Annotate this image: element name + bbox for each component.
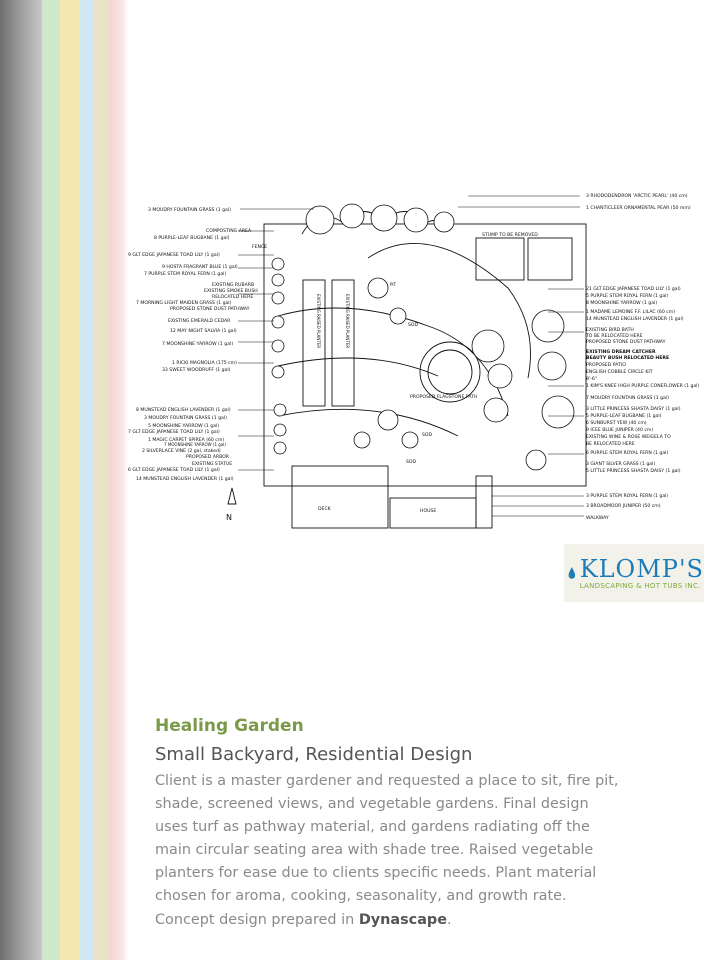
klomps-logo	[564, 544, 704, 602]
plan-label: 12 MAY NIGHT SALVIA (1 gal)	[170, 329, 237, 334]
plan-label: 3 PURPLE STEM ROYAL FERN (1 gal)	[586, 494, 669, 499]
plan-label: 7 MOONSHINE YARROW (1 gal)	[164, 442, 226, 447]
plan-label: WALKWAY	[586, 516, 609, 521]
plan-label: 6 PURPLE STEM ROYAL FERN (1 gal)	[586, 451, 669, 456]
flagstone-label: PROPOSED FLAGSTONE PATH	[410, 395, 478, 400]
plan-label: 7 MOUDRY FOUNTAIN GRASS (1 gal)	[586, 396, 669, 401]
plan-svg	[128, 176, 720, 532]
planter-label: EXISTING RAISED PLANTER	[316, 294, 321, 349]
stripe-green	[42, 0, 60, 960]
plan-label: COMPOSTING AREA	[206, 229, 252, 234]
plan-label: 5 MOONSHINE YARROW (1 gal)	[148, 424, 220, 429]
plan-label: 3 MOUDRY FOUNTAIN GRASS (1 gal)	[144, 416, 227, 421]
stripe-khaki	[94, 0, 110, 960]
plan-label: EXISTING RUBARB	[212, 283, 255, 288]
decorative-stripes	[0, 0, 128, 960]
software-name: Dynascape	[358, 911, 447, 928]
sod-label: SOD	[408, 323, 419, 328]
plan-label: 3 BROADMOOR JUNIPER (50 cm)	[586, 504, 661, 509]
plan-label: 8'-6"	[586, 377, 597, 382]
plan-label: 21 GLT EDGE JAPANESE TOAD LILY (1 gal)	[586, 287, 681, 292]
plan-label: 1 KIM'S KNEE HIGH PURPLE CONEFLOWER (1 gal)	[586, 384, 700, 389]
plan-label: 7 MOONSHINE YARROW (1 gal)	[162, 342, 234, 347]
stripe-pink	[110, 0, 128, 960]
landscape-plan-drawing	[128, 176, 720, 532]
plan-label: 5 PURPLE STEM ROYAL FERN (1 gal)	[586, 294, 669, 299]
plan-label: 9 HOSTA FRAGRANT BLUE (1 gal)	[162, 265, 238, 270]
plan-label: 14 MUNSTEAD ENGLISH LAVENDER (1 gal)	[586, 317, 684, 322]
project-title: Healing Garden	[155, 716, 304, 736]
plan-label: 3 LITTLE PRINCESS SHASTA DAISY (1 gal)	[586, 407, 681, 412]
plan-label: 1 MAGIC CARPET SPIREA (60 cm)	[148, 438, 225, 443]
plan-label: 9 GLT EDGE JAPANESE TOAD LILY (1 gal)	[128, 253, 220, 258]
plan-label: EXISTING BIRD BATH	[586, 328, 634, 333]
plan-label: 7 GLT EDGE JAPANESE TOAD LILY (1 gal)	[128, 430, 220, 435]
plan-right-labels	[585, 193, 699, 521]
project-subtitle: Small Backyard, Residential Design	[155, 744, 473, 765]
plan-label: 8 PURPLE-LEAF BUGBANE (1 gal)	[154, 236, 230, 241]
plan-label: BE RELOCATED HERE	[586, 442, 635, 447]
plan-label: FENCE	[252, 245, 268, 250]
plan-label: PROPOSED ARBOR	[186, 455, 229, 460]
plan-label: 1 CHANTICLEER ORNAMENTAL PEAR (50 mm)	[586, 206, 691, 211]
plan-label: EXISTING DREAM CATCHER	[586, 350, 656, 355]
logo-name: KLOMP'S	[579, 555, 704, 583]
plan-label: 1 RICKI MAGNOLIA (175 cm)	[172, 361, 237, 366]
pit-label: PIT	[390, 282, 397, 287]
stripe-yellow	[60, 0, 80, 960]
plan-label: TO BE RELOCATED HERE	[586, 334, 643, 339]
description-text: Client is a master gardener and requested a place to sit, fire pit, shade, screened views, and vegetable gardens. Final design uses turf as pathway material, and gardens radiating off the main circular seating area with shade tree. Raised vegetable planters for ease due to clients specific needs. Plant material chosen for aroma, cooking, seasonality, and growth rate. Concept design prepared in	[155, 773, 619, 928]
logo-tagline: LANDSCAPING & HOT TUBS INC.	[579, 582, 701, 590]
plan-label: ENGLISH COBBLE CIRCLE KIT	[586, 370, 653, 375]
plan-label: 8 MOONSHINE YARROW (1 gal)	[586, 301, 658, 306]
plan-label: 6 SUNBURST YEW (40 cm)	[586, 421, 647, 426]
sod-label: SOD	[406, 460, 417, 465]
plan-label: 3 MOUDRY FOUNTAIN GRASS (1 gal)	[148, 208, 231, 213]
plan-label: 5 LITTLE PRINCESS SHASTA DAISY (1 gal)	[586, 469, 681, 474]
plan-label: 3 RHODODENDRON 'ARCTIC PEARL' (40 cm)	[586, 194, 688, 199]
plan-label: 14 MUNSTEAD ENGLISH LAVENDER (1 gal)	[136, 477, 234, 482]
stump-label: STUMP TO BE REMOVED	[482, 233, 538, 238]
plan-label: EXISTING STATUE	[192, 462, 233, 467]
description-end: .	[446, 911, 452, 928]
project-description	[155, 770, 625, 932]
water-drop-icon	[568, 549, 576, 597]
house-label: HOUSE	[420, 509, 437, 514]
plan-left-labels	[128, 207, 267, 482]
plan-label: 7 MORNING LIGHT MAIDEN GRASS (1 gal)	[136, 301, 232, 306]
plan-label: 8 MUNSTEAD ENGLISH LAVENDER (1 gal)	[136, 408, 231, 413]
plan-label: EXISTING WINE & ROSE WEIGELA TO	[586, 435, 671, 440]
plan-label: PROPOSED STONE DUST PATHWAY	[586, 340, 666, 345]
plan-label: 33 SWEET WOODRUFF (1 gal)	[162, 368, 231, 373]
plan-label: 9 ICEE BLUE JUNIPER (40 cm)	[586, 428, 654, 433]
north-label: N	[226, 513, 232, 522]
plan-label: 2 SILVERLACE VINE (2 gal, staked)	[142, 449, 221, 454]
plan-label: EXISTING EMERALD CEDAR	[168, 319, 231, 324]
plan-label: 7 PURPLE STEM ROYAL FERN (1 gal)	[144, 272, 227, 277]
plan-label: RELOCATED HERE	[212, 295, 254, 300]
sod-label: SOD	[422, 433, 433, 438]
stripe-gray	[0, 0, 42, 960]
plan-label: 6 GLT EDGE JAPANESE TOAD LILY (1 gal)	[128, 468, 220, 473]
plan-label: EXISTING SMOKE BUSH	[204, 289, 258, 294]
plan-label: PROPOSED STONE DUST PATHWAY	[170, 307, 250, 312]
stripe-blue	[80, 0, 94, 960]
planter-label: EXISTING RAISED PLANTER	[345, 294, 350, 349]
deck-label: DECK	[318, 507, 331, 512]
plan-label: BEAUTY BUSH RELOCATED HERE	[586, 356, 670, 361]
plan-label: 5 PURPLE-LEAF BUGBANE (1 gal)	[586, 414, 662, 419]
plan-label: PROPOSED PATIO	[586, 363, 626, 368]
plan-label: 3 GIANT SILVER GRASS (1 gal)	[586, 462, 656, 467]
plan-label: 1 MADAME LEMOINE F.F. LILAC (60 cm)	[586, 310, 675, 315]
